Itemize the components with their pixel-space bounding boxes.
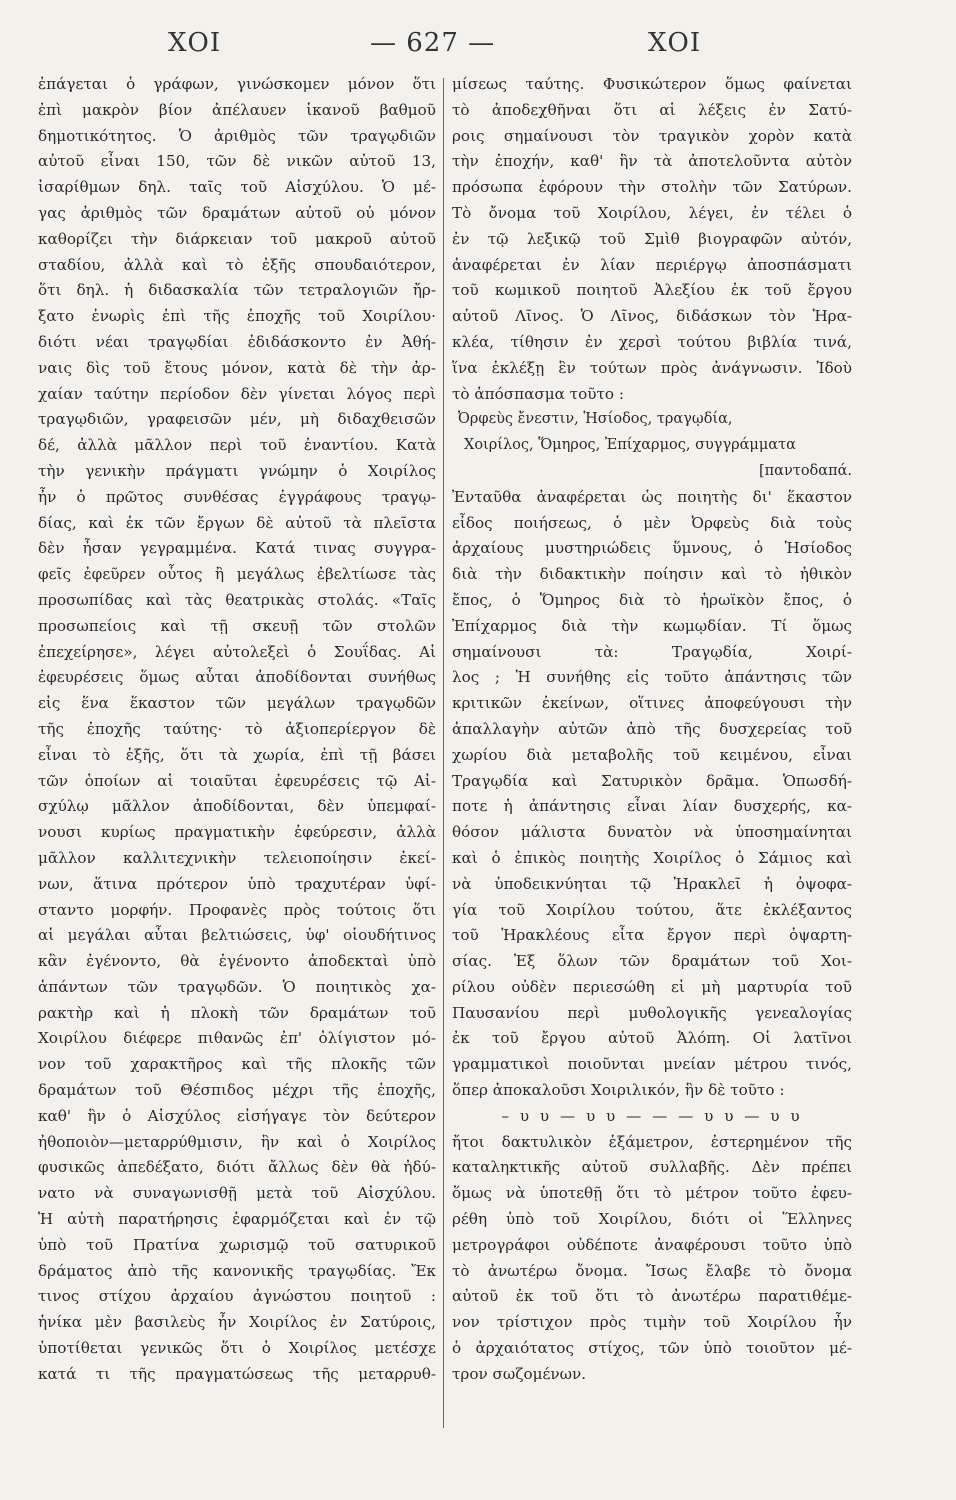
- text-line: δίας, καὶ ἐκ τῶν ἔργων δὲ αὐτοῦ τὰ πλεῖστα: [38, 513, 436, 532]
- text-line: δραμάτων τοῦ Θέσπιδος μέχρι τῆς ἐποχῆς,: [38, 1081, 436, 1100]
- text-line: φεῖς ἐφεῦρεν οὗτος ἢ μεγάλως ἐβελτίωσε τὰς: [38, 565, 436, 584]
- text-line: τὴν ἐποχήν, καθ' ἣν τὰ ἀποτελοῦντα αὐτὸν: [452, 152, 852, 171]
- text-line: κἂν ἐγένοντο, θὰ ἐγένοντο ἀποδεκταὶ ὑπὸ: [38, 952, 436, 971]
- text-line: σχύλῳ μᾶλλον ἀποδίδονται, δὲν ὑπεμφαί-: [38, 797, 436, 816]
- text-line: τοῦ Ἡρακλέους εἶτα ἔργον περὶ ὀψαρτη-: [452, 926, 852, 945]
- text-line: προσωπίδας καὶ τὰς θεατρικὰς στολάς. «Ταῖς: [38, 590, 436, 609]
- text-line: τῆς ἐποχῆς ταύτης· τὸ ἀξιοπερίεργον δὲ: [38, 719, 436, 738]
- text-line: θόσον μάλιστα δυνατὸν νὰ ὑποσημαίνηται: [452, 823, 852, 842]
- text-line: κριτικῶν ἐκείνων, οἵτινες ἀποφεύγουσι τὴν: [452, 694, 852, 713]
- page-header: [0, 28, 956, 68]
- text-line: δημοτικότητος. Ὁ ἀριθμὸς τῶν τραγῳδιῶν: [38, 126, 436, 145]
- text-line: μίσεως ταύτης. Φυσικώτερον ὅμως φαίνεται: [452, 75, 852, 93]
- text-line: διὰ τὴν διδακτικὴν ποίησιν καὶ τὸ ἠθικὸν: [452, 565, 852, 584]
- text-line: αὐτοῦ ἐκ τοῦ ὅτι τὸ ἀνωτέρω παρατιθέμε-: [452, 1287, 852, 1306]
- text-line: γας ἀριθμὸς τῶν δραμάτων αὐτοῦ οὐ μόνον: [38, 203, 436, 222]
- text-line: φυσικῶς ἀπεδέξατο, διότι ἄλλως δὲν θὰ ἠδύ-: [38, 1158, 436, 1177]
- text-line: ὑποτίθεται γενικῶς ὅτι ὁ Χοιρίλος μετέσχε: [38, 1339, 436, 1358]
- text-line: τὴν γενικὴν πράγματι γνώμην ὁ Χοιρίλος: [38, 461, 436, 480]
- text-line: κλέα, τίθησιν ἐν χερσὶ τούτου βιβλία τινά,: [452, 332, 852, 351]
- text-line: ναις δὶς τοῦ ἔτους μόνον, κατὰ δὲ τὴν ἀρ-: [38, 358, 436, 377]
- text-line: τὸ ἀνωτέρω ὄνομα. Ἴσως ἔλαβε τὸ ὄνομα: [452, 1261, 852, 1280]
- text-line: δὲν ἦσαν γεγραμμένα. Κατά τινας συγγρα-: [38, 539, 436, 558]
- text-line: μετρογράφοι οὐδέποτε ἀναφέρουσι τοῦτο ὑπὸ: [452, 1235, 852, 1254]
- text-line: ἦν ὁ πρῶτος συνθέσας ἐγγράφους τραγῳ-: [38, 487, 436, 506]
- right-column-paragraph-3: [452, 1130, 852, 1388]
- text-line: νον τοῦ χαρακτῆρος καὶ τῆς πλοκῆς τῶν: [38, 1055, 436, 1074]
- text-line: Παυσανίου περὶ μυθολογικῆς γενεαλογίας: [452, 1003, 852, 1022]
- text-line: Ἐνταῦθα ἀναφέρεται ὡς ποιητὴς δι' ἕκαστον: [452, 487, 852, 506]
- text-line: ἀρχαίους μυστηριώδεις ὕμνους, ὁ Ἡσίοδος: [452, 539, 852, 558]
- text-line: Χοιρίλου διέφερε πιθανῶς ἐπ' ὀλίγιστον μό-: [38, 1029, 436, 1048]
- quoted-verse: [452, 407, 852, 484]
- text-line: ἐπάγεται ὁ γράφων, γινώσκομεν μόνον ὅτι: [38, 75, 436, 93]
- text-line: αὐτοῦ εἶναι 150, τῶν δὲ νικῶν αὐτοῦ 13,: [38, 152, 436, 171]
- text-line: ἐπεχείρησε», λέγει αὐτολεξεὶ ὁ Σουΐδας. Αἱ: [38, 642, 436, 661]
- page-number: — 627 —: [370, 28, 496, 58]
- text-line: νὰ ὑποδεικνύηται τῷ Ἡρακλεῖ ἡ ὀψοφα-: [452, 874, 852, 893]
- text-line: νατο νὰ συναγωνισθῇ μετὰ τοῦ Αἰσχύλου.: [38, 1184, 436, 1203]
- header-left-keyword: ΧΟΙ: [168, 28, 222, 58]
- text-line: ὅμως νὰ ὑποτεθῇ ὅτι τὸ μέτρον τοῦτο ἐφευ-: [452, 1184, 852, 1203]
- text-line: τὸ ἀπόσπασμα τοῦτο :: [452, 384, 624, 403]
- text-line: ὅτι δηλ. ἡ διδασκαλία τῶν τετραλογιῶν ἤρ-: [38, 281, 436, 300]
- text-line: σίας. Ἐξ ὅλων τῶν δραμάτων τοῦ Χοι-: [452, 952, 852, 971]
- text-line: ἐφευρέσεις ὅμως αὗται ἀποδίδονται συνήθως: [38, 668, 436, 687]
- text-line: πρόσωπα ἐφόρουν τὴν στολὴν τῶν Σατύρων.: [452, 178, 852, 197]
- text-line: χαίαν ταύτην περίοδον δὲν γίνεται λόγος περὶ: [38, 384, 436, 403]
- text-line: τοῦ κωμικοῦ ποιητοῦ Ἀλεξίου ἐκ τοῦ ἔργου: [452, 281, 852, 300]
- text-line: σταντο μορφήν. Προφανὲς πρὸς τούτοις ὅτι: [38, 900, 436, 919]
- text-line: σημαίνουσι τὰ: Τραγῳδία, Χοιρί-: [452, 642, 852, 661]
- text-line: χωρίου διὰ μεταβολῆς τοῦ κειμένου, εἶναι: [452, 745, 852, 764]
- text-line: ἤτοι δακτυλικὸν ἑξάμετρον, ἐστερημένον τῆς: [452, 1132, 852, 1151]
- text-line: καταληκτικῆς αὐτοῦ συλλαβῆς. Δὲν πρέπει: [452, 1158, 852, 1177]
- text-line: ξατο ἐνωρὶς ἐπὶ τῆς ἐποχῆς τοῦ Χοιρίλου·: [38, 307, 436, 326]
- text-line: τῶν ὁποίων αἱ τοιαῦται ἐφευρέσεις τῷ Αἰ-: [38, 771, 436, 790]
- text-line: γία τοῦ Χοιρίλου τούτου, ἅτε ἐκλέξαντος: [452, 900, 852, 919]
- text-line: προσωπείοις καὶ τῇ σκευῇ τῶν στολῶν: [38, 616, 436, 635]
- text-line: ἵνα ἐκλέξῃ ἓν τούτων πρὸς ἀνάγνωσιν. Ἰδοὺ: [452, 358, 852, 377]
- text-line: αἱ μεγάλαι αὗται βελτιώσεις, ὑφ' οἱουδήτινος: [38, 926, 436, 945]
- text-line: μᾶλλον καλλιτεχνικὴν τελειοποίησιν ἐκεί-: [38, 848, 436, 867]
- right-column: [452, 72, 852, 1388]
- text-line: ρέθη ὑπὸ τοῦ Χοιρίλου, διότι οἱ Ἕλληνες: [452, 1210, 852, 1229]
- text-line: ὁ ἀρχαιότατος στίχος, τῶν ὑπὸ τοιοῦτον μέ-: [452, 1339, 852, 1358]
- text-line: γραμματικοὶ ποιοῦνται μνείαν μέτρου τινός,: [452, 1055, 852, 1074]
- text-line: καὶ ὁ ἐπικὸς ποιητὴς Χοιρίλος ὁ Σάμιος καὶ: [452, 848, 852, 867]
- text-line: τρον σωζομένων.: [452, 1364, 587, 1383]
- text-line: νων, ἅτινα πρότερον ὑπὸ τραχυτέραν ὑφί-: [38, 874, 436, 893]
- text-line: ὅπερ ἀποκαλοῦσι Χοιριλικόν, ἣν δὲ τοῦτο :: [452, 1081, 785, 1100]
- text-line: ἁπάντων τῶν τραγῳδῶν. Ὁ ποιητικὸς χα-: [38, 977, 436, 996]
- text-line: ἐν τῷ λεξικῷ τοῦ Σμὶθ βιογραφῶν αὐτόν,: [452, 229, 852, 248]
- text-line: δέ, ἀλλὰ μᾶλλον περὶ τοῦ ἐναντίου. Κατὰ: [38, 436, 436, 455]
- text-line: διότι νέαι τραγῳδίαι ἐδιδάσκοντο ἐν Ἀθή-: [38, 332, 436, 351]
- text-line: τινος στίχου ἀρχαίου ἀγνώστου ποιητοῦ :: [38, 1287, 436, 1306]
- verse-line: [παντοδαπά.: [759, 462, 852, 479]
- left-column: [38, 72, 436, 1388]
- text-line: Ἐπίχαρμος διὰ τὴν κωμῳδίαν. Τί ὅμως: [452, 616, 852, 635]
- text-line: ρίλου οὐδὲν περιεσώθη εἰ μὴ μαρτυρία τοῦ: [452, 977, 852, 996]
- text-line: σταδίου, ἀλλὰ καὶ τὸ ἐξῆς σπουδαιότερον,: [38, 255, 436, 274]
- text-line: Ἡ αὐτὴ παρατήρησις ἐφαρμόζεται καὶ ἐν τῷ: [38, 1210, 436, 1229]
- text-line: ροις σημαίνουσι τὸν τραγικὸν χορὸν κατὰ: [452, 126, 852, 145]
- text-line: νον τρίστιχον πρὸς τιμὴν τοῦ Χοιρίλου ἦν: [452, 1313, 852, 1332]
- text-line: εἶδος ποιήσεως, ὁ μὲν Ὀρφεὺς διὰ τοὺς: [452, 513, 852, 532]
- text-line: ρακτὴρ καὶ ἡ πλοκὴ τῶν δραμάτων τοῦ: [38, 1003, 436, 1022]
- text-line: νουσι κυρίως πραγματικὴν ἐφεύρεσιν, ἀλλὰ: [38, 823, 436, 842]
- text-line: ἐκ τοῦ ἔργου αὐτοῦ Ἀλόπη. Οἱ λατῖνοι: [452, 1029, 852, 1048]
- text-line: τραγῳδιῶν, γραφεισῶν μέν, μὴ διδαχθεισῶν: [38, 410, 436, 429]
- right-column-paragraph-1: [452, 72, 852, 407]
- text-line: ἐπὶ μακρὸν βίον ἀπέλαυεν ἱκανοῦ βαθμοῦ: [38, 100, 436, 119]
- text-line: καθ' ἣν ὁ Αἰσχύλος εἰσήγαγε τὸν δεύτερον: [38, 1106, 436, 1125]
- text-line: κατά τι τῆς πραγματώσεως τῆς μεταρρυθ-: [38, 1364, 436, 1383]
- text-line: λος ; Ἡ συνήθης εἰς τοῦτο ἀπάντησις τῶν: [452, 668, 852, 687]
- text-line: ὑπὸ τοῦ Πρατίνα χωρισμῷ τοῦ σατυρικοῦ: [38, 1235, 436, 1254]
- text-line: εἶναι τὸ ἑξῆς, ὅτι τὰ χωρία, ἐπὶ τῇ βάσει: [38, 745, 436, 764]
- verse-line: Ὀρφεὺς ἔνεστιν, Ἡσίοδος, τραγῳδία,: [458, 411, 733, 428]
- text-line: αὐτοῦ Λῖνος. Ὁ Λῖνος, διδάσκων τὸν Ἡρα-: [452, 307, 852, 326]
- text-line: ἠθοποιὸν—μεταρρύθμισιν, ἣν καὶ ὁ Χοιρίλος: [38, 1132, 436, 1151]
- text-line: Τραγῳδία καὶ Σατυρικὸν δρᾶμα. Ὁπωσδή-: [452, 771, 852, 790]
- text-line: καθορίζει τὴν διάρκειαν τοῦ μακροῦ αὐτοῦ: [38, 229, 436, 248]
- verse-line: Χοιρίλος, Ὅμηρος, Ἐπίχαρμος, συγγράμματα: [464, 437, 796, 454]
- text-line: ποτε ἡ ἀπάντησις εἶναι λίαν δυσχερής, κα-: [452, 797, 852, 816]
- right-column-paragraph-2: [452, 485, 852, 1104]
- meter-scheme: – υ υ — υ υ — — — υ υ — υ υ: [501, 1106, 803, 1125]
- header-right-keyword: ΧΟΙ: [648, 28, 702, 58]
- text-line: δράματος ἀπὸ τῆς κανονικῆς τραγῳδίας. Ἔκ: [38, 1261, 436, 1280]
- text-line: ἀπαλλαγὴν αὐτῶν ἀπὸ τῆς δυσχερείας τοῦ: [452, 719, 852, 738]
- text-line: ἰσαρίθμων δηλ. ταῖς τοῦ Αἰσχύλου. Ὁ μέ-: [38, 178, 436, 197]
- column-divider: [443, 78, 444, 1428]
- text-line: ἔπος, ὁ Ὅμηρος διὰ τὸ ἡρωϊκὸν ἔπος, ὁ: [452, 590, 852, 609]
- text-line: Τὸ ὄνομα τοῦ Χοιρίλου, λέγει, ἐν τέλει ὁ: [452, 203, 852, 222]
- text-line: ἀναφέρεται ἐν λίαν περιέργῳ ἀποσπάσματι: [452, 255, 852, 274]
- text-line: εἰς ἕνα ἕκαστον τῶν μεγάλων τραγῳδῶν: [38, 694, 436, 713]
- text-line: τὸ ἀποδεχθῆναι ὅτι αἱ λέξεις ἐν Σατύ-: [452, 100, 852, 119]
- text-line: ἡνίκα μὲν βασιλεὺς ἦν Χοιρίλος ἐν Σατύροις,: [38, 1313, 436, 1332]
